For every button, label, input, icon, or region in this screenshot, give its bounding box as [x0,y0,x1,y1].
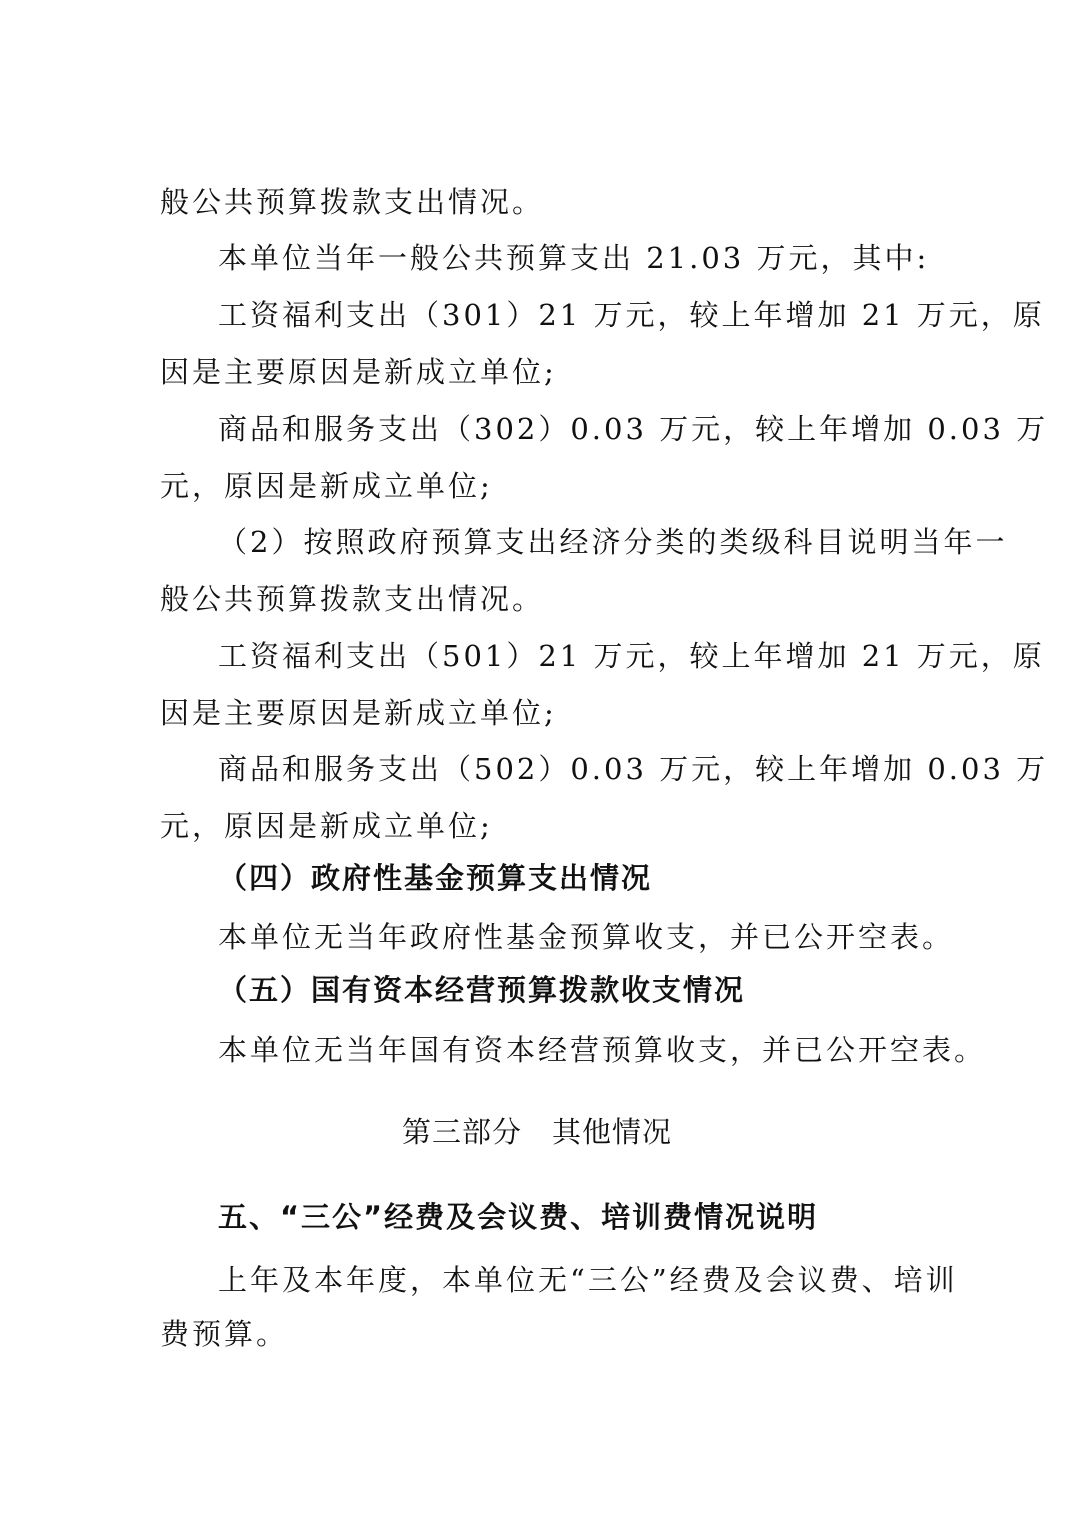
paragraph-line: 本单位无当年国有资本经营预算收支，并已公开空表。 [218,1033,987,1067]
paragraph-line: （2）按照政府预算支出经济分类的类级科目说明当年一 [218,525,1008,559]
paragraph-line: 费预算。 [160,1317,289,1351]
paragraph-line: 般公共预算拨款支出情况。 [160,582,545,616]
paragraph-line: 因是主要原因是新成立单位; [160,355,557,389]
paragraph-line: 工资福利支出（301）21 万元，较上年增加 21 万元，原 [218,298,1045,332]
paragraph-line: 元，原因是新成立单位; [160,809,493,843]
section-heading: （四）政府性基金预算支出情况 [218,861,653,895]
paragraph-line: 上年及本年度，本单位无“三公”经费及会议费、培训 [218,1263,958,1297]
section-heading: 五、“三公”经费及会议费、培训费情况说明 [218,1200,819,1234]
part-title: 第三部分 其他情况 [401,1115,672,1149]
paragraph-line: 本单位无当年政府性基金预算收支，并已公开空表。 [218,920,955,954]
paragraph-line: 商品和服务支出（502）0.03 万元，较上年增加 0.03 万 [218,752,1049,786]
paragraph-line: 本单位当年一般公共预算支出 21.03 万元，其中: [218,241,930,275]
paragraph-line: 商品和服务支出（302）0.03 万元，较上年增加 0.03 万 [218,412,1049,446]
section-heading: （五）国有资本经营预算拨款收支情况 [218,973,746,1007]
paragraph-line: 元，原因是新成立单位; [160,469,493,503]
paragraph-line: 般公共预算拨款支出情况。 [160,185,545,219]
paragraph-line: 工资福利支出（501）21 万元，较上年增加 21 万元，原 [218,639,1045,673]
paragraph-line: 因是主要原因是新成立单位; [160,696,557,730]
